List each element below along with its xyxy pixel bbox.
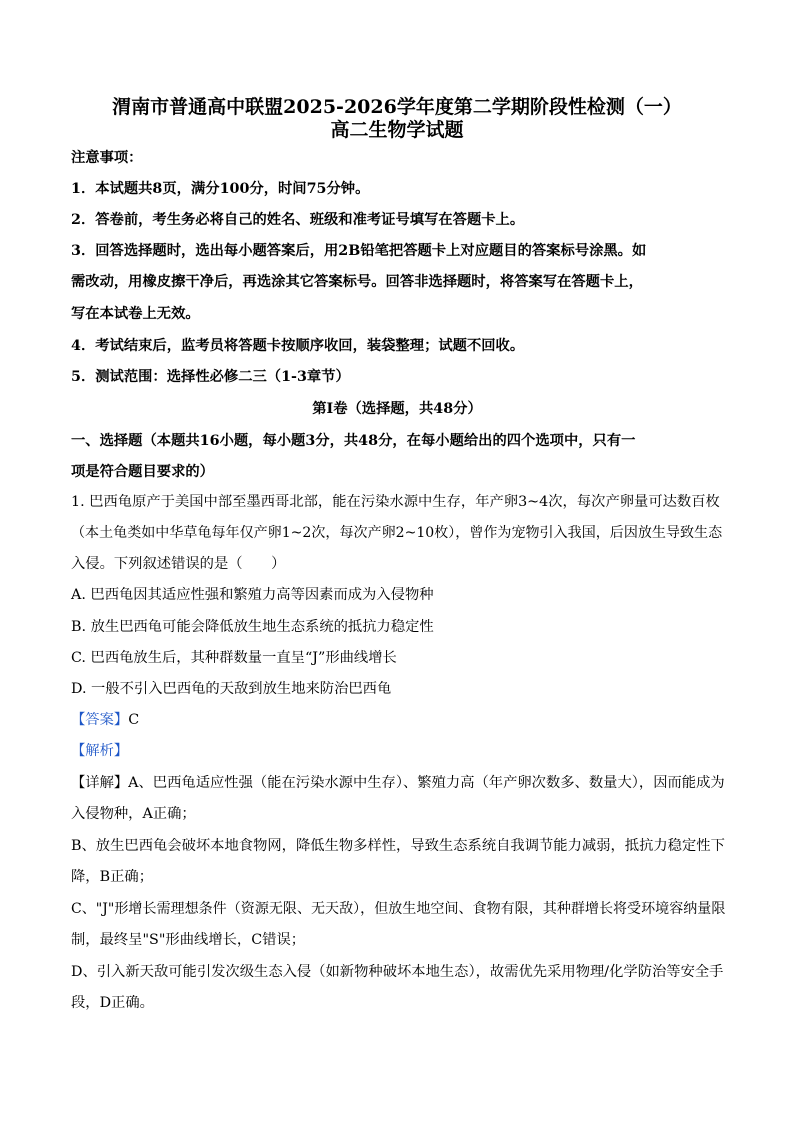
answer-row bbox=[71, 710, 731, 730]
detail-line-4: 降，B正确； bbox=[71, 869, 153, 885]
question-1-option-a: A. 巴西龟因其适应性强和繁殖力高等因素而成为入侵物种 bbox=[71, 587, 434, 603]
question-1-option-d: D. 一般不引入巴西龟的天敌到放生地来防治巴西龟 bbox=[71, 681, 392, 697]
notice-item-3-line-2: 需改动，用橡皮擦干净后，再选涂其它答案标号。回答非选择题时，将答案写在答题卡上， bbox=[71, 274, 643, 290]
detail-line-3: B、放生巴西龟会破坏本地食物网，降低生物多样性，导致生态系统自我调节能力减弱，抵抗力稳定性下 bbox=[71, 838, 725, 854]
analysis-label: 【解析】 bbox=[71, 743, 129, 759]
detail-line-1: 【详解】A、巴西龟适应性强（能在污染水源中生存）、繁殖力高（年产卵次数多、数量大），因而能成为 bbox=[71, 775, 725, 791]
question-1-stem-line-1: 1. 巴西龟原产于美国中部至墨西哥北部，能在污染水源中生存，年产卵3~4次，每次产卵量可达数百枚 bbox=[71, 494, 720, 510]
notice-item-5: 5．测试范围：选择性必修二三（1-3章节） bbox=[71, 369, 350, 385]
notice-item-2: 2．答卷前，考生务必将自己的姓名、班级和准考证号填写在答题卡上。 bbox=[71, 212, 525, 228]
detail-line-7: D、引入新天敌可能引发次级生态入侵（如新物种破坏本地生态），故需优先采用物理/化学防治等安全手 bbox=[71, 964, 724, 980]
question-1-stem-line-2: （本土龟类如中华草龟每年仅产卵1~2次，每次产卵2~10枚），曾作为宠物引入我国，后因放生导致生态 bbox=[71, 525, 723, 541]
detail-line-2: 入侵物种，A正确； bbox=[71, 806, 196, 822]
notice-heading: 注意事项： bbox=[71, 150, 143, 166]
notice-item-3-line-3: 写在本试卷上无效。 bbox=[71, 306, 200, 322]
answer-label: 【答案】 bbox=[71, 712, 129, 728]
exam-subtitle: 高二生物学试题 bbox=[330, 119, 464, 141]
question-1-option-b: B. 放生巴西龟可能会降低放生地生态系统的抵抗力稳定性 bbox=[71, 619, 434, 635]
part-title: 第Ⅰ卷（选择题，共48分） bbox=[312, 401, 482, 417]
section-instructions-line-1: 一、选择题（本题共16小题，每小题3分，共48分，在每小题给出的四个选项中，只有一 bbox=[71, 433, 636, 449]
notice-item-1: 1．本试题共8页，满分100分，时间75分钟。 bbox=[71, 181, 370, 197]
notice-item-4: 4．考试结束后，监考员将答题卡按顺序收回，装袋整理；试题不回收。 bbox=[71, 338, 525, 354]
question-1-option-c: C. 巴西龟放生后，其种群数量一直呈“J”形曲线增长 bbox=[71, 650, 397, 666]
detail-line-8: 段，D正确。 bbox=[71, 995, 154, 1011]
section-instructions-line-2: 项是符合题目要求的） bbox=[71, 464, 214, 480]
exam-title: 渭南市普通高中联盟2025-2026学年度第二学期阶段性检测（一） bbox=[112, 96, 682, 118]
question-1-stem-line-3: 入侵。下列叙述错误的是（ ） bbox=[71, 556, 286, 572]
notice-item-3-line-1: 3．回答选择题时，选出每小题答案后，用2B铅笔把答题卡上对应题目的答案标号涂黑。如 bbox=[71, 243, 647, 259]
detail-line-5: C、"J"形增长需理想条件（资源无限、无天敌），但放生地空间、食物有限，其种群增长将受环境容纳量限 bbox=[71, 901, 726, 917]
detail-line-6: 制，最终呈"S"形曲线增长，C错误； bbox=[71, 932, 306, 948]
answer-value: C bbox=[128, 712, 140, 728]
